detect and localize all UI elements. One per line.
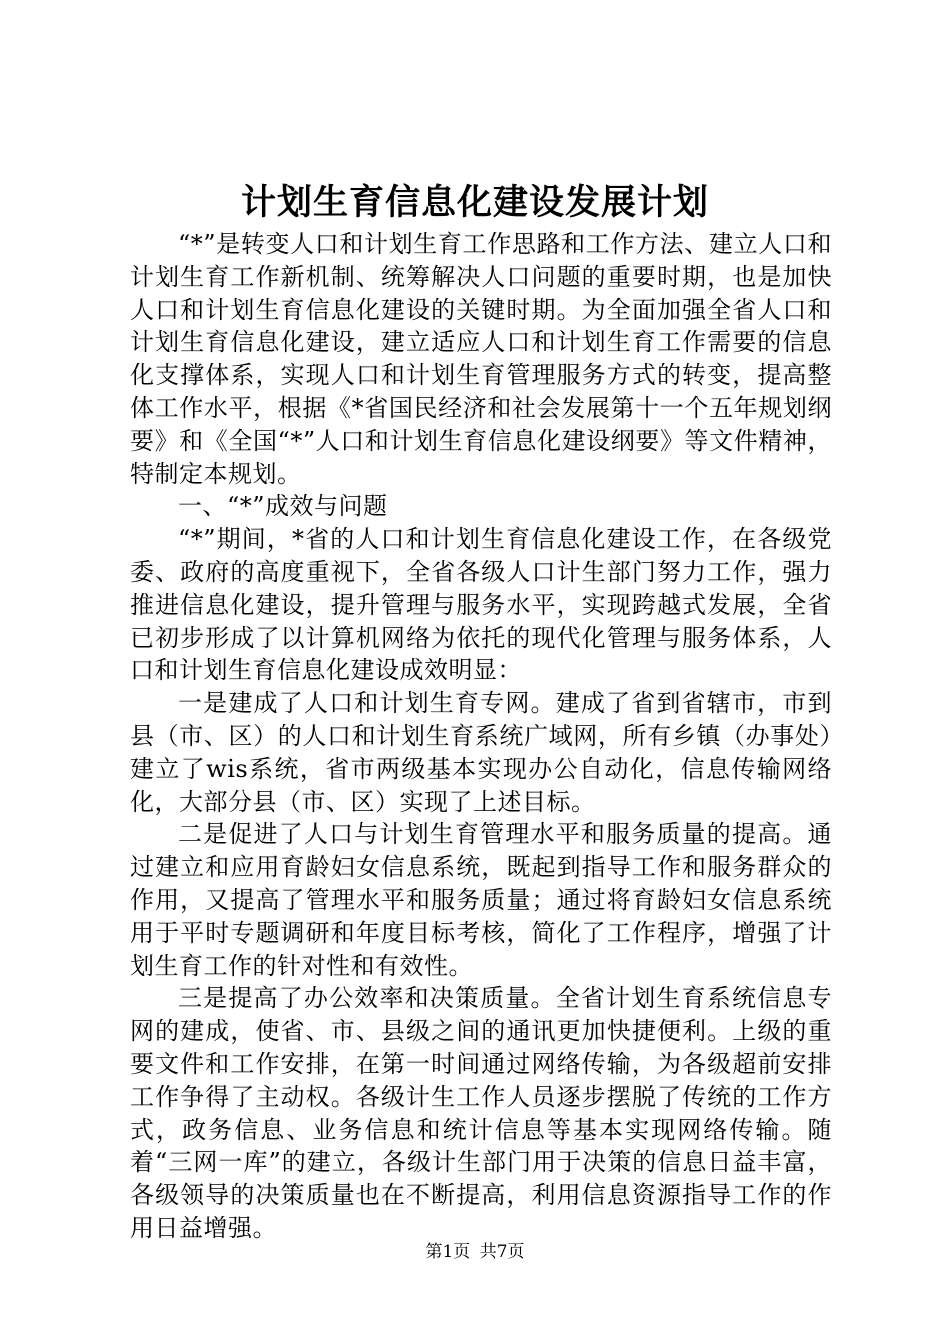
paragraph-point-two: 二是促进了人口与计划生育管理水平和服务质量的提高。通过建立和应用育龄妇女信息系统，既起到指导工作和服务群众的作用，又提高了管理水平和服务质量；通过将育龄妇女信息系统用于平时专题调研和年度目标考核，简化了工作程序，增强了计划生育工作的针对性和有效性。 bbox=[130, 820, 832, 980]
page-footer bbox=[0, 1240, 950, 1264]
section-heading: 一、“*”成效与问题 bbox=[178, 492, 388, 521]
paragraph-point-three: 三是提高了办公效率和决策质量。全省计划生育系统信息专网的建成，使省、市、县级之间的通讯更加快捷便利。上级的重要文件和工作安排，在第一时间通过网络传输，为各级超前安排工作争得了主动权。各级计生工作人员逐步摆脱了传统的工作方式，政务信息、业务信息和统计信息等基本实现网络传输。随着“三网一库”的建立，各级计生部门用于决策的信息日益丰富，各级领导的决策质量也在不断提高，利用信息资源指导工作的作用日益增强。 bbox=[130, 984, 832, 1242]
document-title: 计划生育信息化建设发展计划 bbox=[240, 182, 709, 223]
paragraph-overview: “*”期间，*省的人口和计划生育信息化建设工作，在各级党委、政府的高度重视下，全省各级人口计生部门努力工作，强力推进信息化建设，提升管理与服务水平，实现跨越式发展，全省已初步形成了以计算机网络为依托的现代化管理与服务体系，人口和计划生育信息化建设成效明显： bbox=[130, 525, 832, 685]
paragraph-intro: “*”是转变人口和计划生育工作思路和工作方法、建立人口和计划生育工作新机制、统筹解决人口问题的重要时期，也是加快人口和计划生育信息化建设的关键时期。为全面加强全省人口和计划生育信息化建设，建立适应人口和计划生育工作需要的信息化支撑体系，实现人口和计划生育管理服务方式的转变，提高整体工作水平，根据《*省国民经济和社会发展第十一个五年规划纲要》和《全国“*”人口和计划生育信息化建设纲要》等文件精神，特制定本规划。 bbox=[130, 230, 832, 488]
page-total: 共7页 bbox=[479, 1242, 525, 1262]
page-number: 第1页 bbox=[425, 1242, 471, 1262]
document-body bbox=[130, 228, 832, 1245]
paragraph-point-one: 一是建成了人口和计划生育专网。建成了省到省辖市，市到县（市、区）的人口和计划生育系统广域网，所有乡镇（办事处）建立了wis系统，省市两级基本实现办公自动化，信息传输网络化，大部分县（市、区）实现了上述目标。 bbox=[130, 689, 832, 816]
